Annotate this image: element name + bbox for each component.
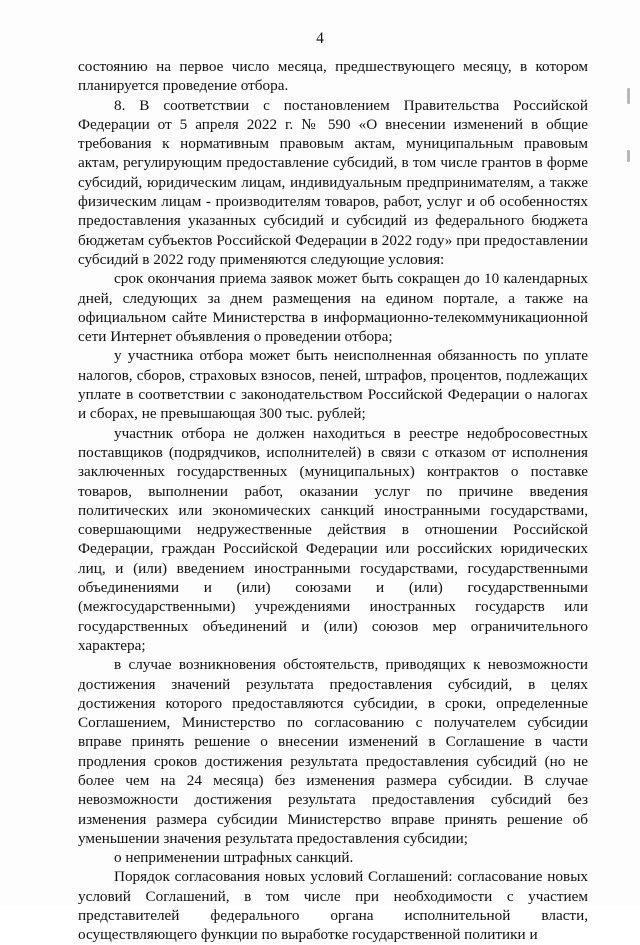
paragraph-condition-extension: в случае возникновения обстоятельств, приводящих к невозможности достижения значений результата предоставления субсидий, в целях достижения которого предоставляются субсидии, в сроки, определенные Соглашением, Министерство по согласованию с получателем субсидии вправе принять решение о внесении изменений в Соглашение в части продления сроков достижения результата предоставления субсидий (но не более чем на 24 месяца) без изменения размера субсидии. В случае невозможности достижения результата предоставления субсидий без изменения размера субсидии Министерство вправе принять решение об уменьшении значения результата предоставления субсидии; [78,656,588,847]
paragraph-item-8: 8. В соответствии с постановлением Правительства Российской Федерации от 5 апреля 2022 г. № 590 «О внесении изменений в общие требования к нормативным правовым актам, муниципальным правовым актам, регулирующим предоставление субсидий, в том числе грантов в форме субсидий, юридическим лицам, индивидуальным предпринимателям, а также физическим лицам - производителям товаров, работ, услуг и об особенностях предоставления указанных субсидий и субсидий из федерального бюджета бюджетам субъектов Российской Федерации в 2022 году» при предоставлении субсидий в 2022 году применяются следующие условия: [78,96,588,268]
paragraph-condition-deadline: срок окончания приема заявок может быть сокращен до 10 календарных дней, следующих за днем размещения на едином портале, а также на официальном сайте Министерства в информационно-телекоммуникационной сети Интернет объявления о проведении отбора; [78,270,588,346]
paragraph-condition-no-penalties: о неприменении штрафных санкций. [114,849,354,867]
scan-margin-mark [627,150,630,162]
paragraph-condition-tax-debt: у участника отбора может быть неисполненная обязанность по уплате налогов, сборов, страховых взносов, пеней, штрафов, процентов, подлежащих уплате в соответствии с законодательством Российской Федерации о налогах и сборах, не превышающая 300 тыс. рублей; [78,347,588,423]
page-number: 4 [316,30,324,47]
scan-margin-mark [627,88,630,104]
paragraph-condition-registry: участник отбора не должен находиться в реестре недобросовестных поставщиков (подрядчиков, исполнителей) в связи с отказом от исполнения заключенных государственных (муниципальных) контрактов о поставке товаров, выполнении работ, оказании услуг по причине введения политических или экономических санкций иностранными государствами, совершающими недружественные действия в отношении Российской Федерации, граждан Российской Федерации или российских юридических лиц, и (или) введением иностранными государствами, государственными объединениями и (или) союзами и (или) государственными (межгосударственными) учреждениями иностранных государств или государственных объединений и (или) союзов мер ограничительного характера; [78,424,588,654]
paragraph-continuation: состоянию на первое число месяца, предшествующего месяцу, в котором планируется проведение отбора. [78,58,588,95]
document-body [78,57,588,945]
paragraph-approval-procedure: Порядок согласования новых условий Соглашений: согласование новых условий Соглашений, в том числе при необходимости с участием представителей федерального органа исполнительной власти, осуществляющего функции по выработке государственной политики и [78,868,588,944]
